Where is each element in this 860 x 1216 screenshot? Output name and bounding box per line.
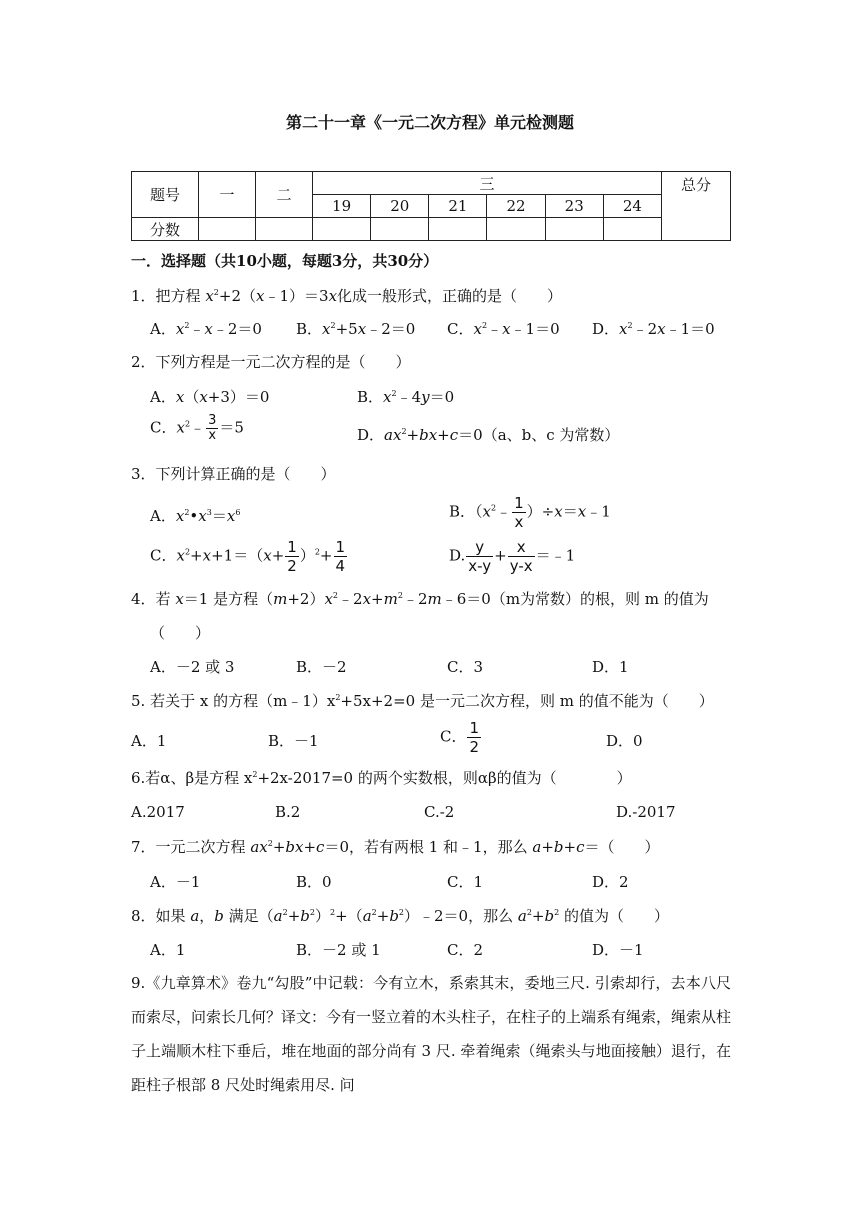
score-input-cell[interactable] [429,218,487,241]
score-table [131,171,731,241]
fraction: $\frac{y}{x-y}$ [468,538,492,575]
option-a[interactable]: A．$x^2﹣x﹣2=0$ [150,320,262,338]
option-d[interactable]: D. $\frac{y}{x-y}$ + $\frac{x}{y-x}$ ＝﹣1 [449,538,576,575]
question-2: 2．下列方程是一元二次方程的是（ ） [131,353,411,371]
option-b[interactable]: B．（$x^2﹣$ $\frac{1}{x}$ ）÷x＝x﹣1 [449,494,611,531]
score-table-sub-cell: 20 [371,195,429,218]
option-a[interactable]: A．－2 或 3 [150,658,235,676]
option-a[interactable]: A.2017 [131,803,185,821]
score-table-header-cell: 总分 [662,172,731,241]
option-c[interactable]: C．$x^2+x+1=(x+$ $\frac{1}{2}$ ）$^2$+ $\frac{1}{4}$ [150,538,346,575]
option-c[interactable]: C．$x^2﹣$ $\frac{3}{x}$ ＝5 [150,413,244,443]
question-1: 1．把方程 $x^2+2(x﹣1)=3x$化成一般形式，正确的是（ ） [131,287,563,305]
option-d[interactable]: D．$ax^2+bx+c=0(a$、b、c 为常数） [357,426,620,444]
option-d[interactable]: D.-2017 [616,803,676,821]
question-6: 6.若α、β是方程 $x^2+2x-2017=0$ 的两个实数根，则αβ的值为（ ） [131,769,632,787]
option-a[interactable]: A．x（x+3）＝0 [150,388,270,406]
score-table-sub-cell: 22 [487,195,545,218]
fraction: $\frac{3}{x}$ [208,413,217,443]
option-c[interactable]: C．$x^2﹣x﹣1=0$ [447,320,560,338]
score-table-header-cell: 一 [199,172,256,218]
question-8: 8．如果 a，b 满足$(a^2+b^2)^2+(a^2+b^2)﹣2=0$，那么 $a^2+b^2$ 的值为（ ） [131,907,669,925]
option-b[interactable]: B．$x^2+5x﹣2=0$ [296,320,416,338]
fraction: $\frac{1}{x}$ [514,494,524,531]
option-c[interactable]: C.-2 [424,803,455,821]
score-table-sub-cell: 21 [429,195,487,218]
option-a[interactable]: A．$x^2•x^3=x^6$ [150,507,241,525]
option-d[interactable]: D．1 [592,658,629,676]
answer-paren: （ ） [150,624,211,642]
page-title: 第二十一章《一元二次方程》单元检测题 [285,113,574,132]
question-number: 1．把方程 [131,287,206,305]
score-table-header-cell: 题号 [132,172,199,218]
option-a[interactable]: A．1 [131,732,167,750]
score-table-sub-cell: 24 [603,195,661,218]
score-input-cell[interactable] [199,218,256,241]
option-d[interactable]: D．0 [606,732,643,750]
question-9: 9.《九章算术》卷九“勾股”中记载：今有立木，系索其末，委地三尺. 引索却行，去本八尺而索尽，问索长几何？译文：今有一竖立着的木头柱子，在柱子的上端系有绳索，绳索从柱子上端顺木柱下垂后，堆在地面的部分尚有 3 尺. 牵着绳索（绳索头与地面接触）退行，在距柱子根部 8 尺处时绳索用尽. 问 [131,974,732,1094]
score-table-sub-cell: 19 [313,195,371,218]
fraction: $\frac{1}{4}$ [335,538,346,575]
question-5: 5. 若关于 x 的方程$(m﹣1)x^2+5x+2=0$ 是一元二次方程，则 m 的值不能为（ ） [131,692,714,710]
option-b[interactable]: B.2 [275,803,301,821]
option-b[interactable]: B．－2 [296,658,347,676]
option-c[interactable]: C．1 [447,873,484,891]
section-heading: 一．选择题（共10小题，每题3分，共30分） [131,252,439,270]
option-b[interactable]: B．$x^2﹣4y=0$ [357,388,455,406]
score-input-cell[interactable] [313,218,371,241]
question-7: 7．一元二次方程 $ax^2+bx+c=0$，若有两根 1 和﹣1，那么 a+b+c＝（ ） [131,838,660,856]
option-b[interactable]: B．0 [296,873,332,891]
option-d[interactable]: D．2 [592,873,629,891]
question-4: 4．若 x＝1 是方程$(m+2)x^2﹣2x+m^2﹣2m﹣6=0(m$为常数）的根，则 m 的值为 [131,590,709,608]
option-a[interactable]: A．1 [150,941,186,959]
fraction: $\frac{1}{2}$ [469,719,480,756]
score-input-cell[interactable] [371,218,429,241]
option-b[interactable]: B．－1 [268,732,319,750]
fraction: $\frac{x}{y-x}$ [509,538,533,575]
question-stem: 化成一般形式，正确的是（ ） [337,287,563,305]
option-a[interactable]: A．－1 [150,873,201,891]
score-table-sub-cell: 23 [545,195,603,218]
option-c[interactable]: C．2 [447,941,484,959]
score-input-cell[interactable] [256,218,313,241]
score-table-header-cell: 三 [313,172,662,195]
score-table-cell: 分数 [132,218,199,241]
option-b[interactable]: B．－2 或 1 [296,941,381,959]
fraction: $\frac{1}{2}$ [287,538,297,575]
option-d[interactable]: D．$x^2﹣2x﹣1=0$ [592,320,715,338]
question-3: 3．下列计算正确的是（ ） [131,465,336,483]
score-input-cell[interactable] [487,218,545,241]
option-d[interactable]: D．－1 [592,941,644,959]
score-input-cell[interactable] [603,218,661,241]
option-c[interactable]: C．3 [447,658,484,676]
score-table-header-cell: 二 [256,172,313,218]
score-input-cell[interactable] [545,218,603,241]
option-c[interactable]: C． $\frac{1}{2}$ [440,719,480,756]
